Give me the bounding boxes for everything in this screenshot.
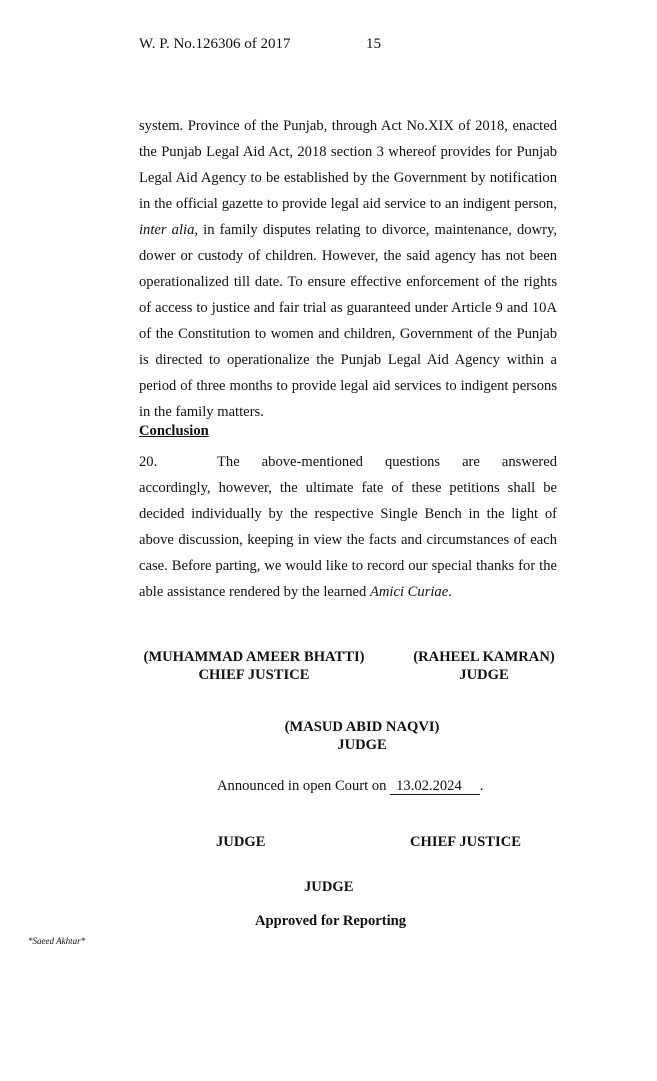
paragraph-20-text xyxy=(139,449,557,605)
signatory-name: (MUHAMMAD AMEER BHATTI) xyxy=(143,649,365,665)
signature-block-chief-justice xyxy=(138,648,370,684)
paragraph-text xyxy=(139,113,557,425)
footer-chief-justice-label: CHIEF JUSTICE xyxy=(410,834,521,850)
announcement-label: Announced in open Court on xyxy=(217,778,387,794)
footer-judge-label: JUDGE xyxy=(216,834,266,850)
latin-phrase-inter-alia: inter alia xyxy=(139,222,195,238)
signatory-title: JUDGE xyxy=(459,667,509,683)
approved-for-reporting: Approved for Reporting xyxy=(255,913,407,929)
signatory-title: CHIEF JUSTICE xyxy=(198,667,310,683)
footer-judge-label-2: JUDGE xyxy=(304,879,354,895)
latin-phrase-amici-curiae: Amici Curiae xyxy=(369,584,449,600)
announcement-end: . xyxy=(479,778,484,794)
paragraph-20-part-a: The above-mentioned questions are answered accordingly, however, the ultimate fate of these petitions shall be decided individually by the respective Single Bench in the light of above discussion, keeping in view the facts and circumstances of each case. Before parting, we would like to record our special thanks for the able assistance rendered by the learned xyxy=(139,454,557,600)
paragraph-20 xyxy=(139,449,557,605)
paragraph-text-part-b: , in family disputes relating to divorce, maintenance, dowry, dower or custody of children. However, the said agency has not been operationalized till date. To ensure effective enforcement of the rights of access to justice and fair trial as guaranteed under Article 9 and 10A of the Constitution to women and children, Government of the Punjab is directed to operationalize the Punjab Legal Aid Agency within a period of three months to provide legal aid services to indigent persons in the family matters. xyxy=(139,222,557,420)
signatory-name: (RAHEEL KAMRAN) xyxy=(413,649,555,665)
clerk-stamp: *Saeed Akhtar* xyxy=(28,936,86,946)
signature-block-judge-kamran xyxy=(410,648,558,684)
paragraph-20-part-b: . xyxy=(448,584,452,600)
signature-block-judge-naqvi xyxy=(276,718,448,754)
case-number: W. P. No.126306 of 2017 xyxy=(139,36,291,52)
paragraph-number: 20. xyxy=(139,454,158,470)
page-number: 15 xyxy=(366,36,381,52)
signatory-title: JUDGE xyxy=(337,737,387,753)
signatory-name: (MASUD ABID NAQVI) xyxy=(284,719,440,735)
announcement-line xyxy=(217,778,483,795)
judgment-paragraph xyxy=(139,113,557,425)
announcement-date: 13.02.2024 xyxy=(390,779,480,795)
section-heading-conclusion: Conclusion xyxy=(139,423,209,439)
paragraph-text-part-a: system. Province of the Punjab, through Act No.XIX of 2018, enacted the Punjab Legal Aid Act, 2018 section 3 whereof provides for Punjab Legal Aid Agency to be established by the Government by notification in the official gazette to provide legal aid service to an indigent person, xyxy=(139,118,557,212)
